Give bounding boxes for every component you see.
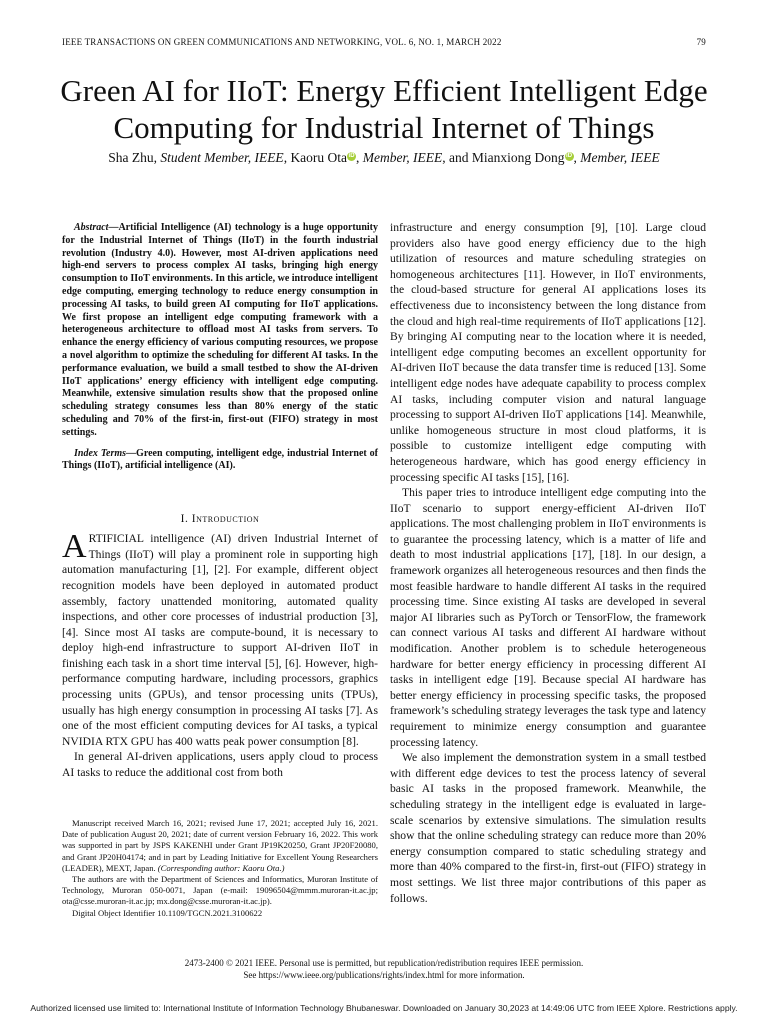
- footnotes: [62, 818, 378, 919]
- abstract-text: —Artificial Intelligence (AI) technology is a huge opportunity for the Industrial Internet of Things (IIoT) in the fourth industrial revolution (Industry 4.0). However, most AI-driven applications need high-end servers to process complex AI tasks, bringing high energy consumption to IIoT environments. In this article, we introduce intelligent edge computing, emerging technology to reduce energy consumption in processing AI tasks, to build green AI computing for IIoT applications. We first propose an intelligent edge computing framework with a heterogeneous architecture to offload most AI tasks from servers. To enhance the energy efficiency of various computing resources, we propose a novel algorithm to optimize the scheduling for different AI tasks. In the performance evaluation, we build a small testbed to show the AI-driven IIoT applications’ energy efficiency with intelligent edge computing. Meanwhile, extensive simulation results show that the proposed online scheduling strategy consumes less than 80% energy of the static scheduling and 70% of the first-in, first-out (FIFO) strategy in most settings.: [62, 222, 378, 438]
- journal-name: IEEE TRANSACTIONS ON GREEN COMMUNICATIONS AND NETWORKING, VOL. 6, NO. 1, MARCH 2022: [62, 37, 502, 47]
- manuscript-text: Manuscript received March 16, 2021; revised June 17, 2021; accepted July 16, 2021. Date of publication August 20, 2021; date of current version February 16, 2022. This work was supported in part by JSPS KAKENHI under Grant JP19K20250, Grant JP20F20080, and Grant JP20H04174; and in part by Leading Initiative for Excellent Young Researchers (LEADER), MEXT, Japan.: [62, 818, 378, 873]
- copyright-line-1: 2473-2400 © 2021 IEEE. Personal use is permitted, but republication/redistribution requires IEEE permission.: [184, 958, 584, 968]
- copyright-notice: [62, 957, 706, 981]
- author-separator: ,: [356, 150, 363, 165]
- right-paragraph-2: This paper tries to introduce intelligent edge computing into the IIoT scenario to support energy-efficient AI-driven IIoT applications. The most challenging problem in IIoT environments is to guarantee the processing latency, which is a matter of life and death to most industrial applications [17], [18]. In our design, a framework organizes all heterogeneous resources and then finds the most feasible hardware to handle different AI tasks in the required processing time. Since existing AI tasks are developed in several major AI libraries such as PyTorch or TensorFlow, the framework can connect various AI tasks and different AI hardware without modification. Another problem is to schedule heterogeneous hardware for better energy efficiency in processing different AI tasks in intelligent edge [19]. Because special AI hardware has better energy efficiency in processing specific tasks, the proposed framework’s scheduling strategy leverages the task type and latency requirement to minimize energy consumption and guarantee processing latency.: [390, 486, 706, 749]
- running-header: [62, 37, 706, 47]
- abstract: [62, 222, 378, 440]
- title-line-2: Computing for Industrial Internet of Things: [113, 110, 655, 145]
- author-1-role: Student Member, IEEE: [160, 150, 284, 165]
- right-column: [390, 220, 706, 906]
- section-name: Introduction: [191, 513, 260, 526]
- section-number: I.: [180, 513, 192, 526]
- corresponding-author: (Corresponding author: Kaoru Ota.): [157, 862, 285, 873]
- paper-title: [30, 72, 738, 146]
- drop-cap: A: [62, 528, 87, 566]
- author-2-name: , Kaoru Ota: [283, 150, 348, 165]
- intro-paragraph-1: [62, 528, 378, 749]
- section-heading-introduction: [62, 513, 378, 525]
- intro-first-word: RTIFICIAL: [88, 532, 144, 546]
- orcid-icon[interactable]: iD: [566, 152, 573, 159]
- author-1-name: Sha Zhu,: [108, 150, 157, 165]
- right-paragraph-3: We also implement the demonstration system in a small testbed with different edge devices to test the process latency of several basic AI tasks in the proposed framework. Meanwhile, the scheduling strategy in the intelligent edge is evaluated in large-scale scenarios by extensive simulations. The simulation results show that the online scheduling strategy can reduce more than 20% energy consumption compared to static scheduling strategy and more than 40% compared to the first-in, first-out (FIFO) strategy in most settings. We list three major contributions of this paper as follows.: [390, 751, 706, 905]
- doi: Digital Object Identifier 10.1109/TGCN.2021.3100622: [72, 907, 263, 918]
- page-number: 79: [696, 37, 706, 47]
- author-separator: ,: [573, 150, 581, 165]
- index-terms: [62, 448, 378, 474]
- copyright-line-2: See https://www.ieee.org/publications/rights/index.html for more information.: [243, 970, 525, 980]
- license-notice: Authorized licensed use limited to: International Institute of Information Technology Bhubaneswar. Downloaded on January 30,2023 at 14:49:06 UTC from IEEE Xplore. Restrictions apply.: [30, 1003, 738, 1013]
- intro-paragraph-2: In general AI-driven applications, users apply cloud to process AI tasks to reduce the additional cost from both: [62, 750, 378, 780]
- author-3-role: Member, IEEE: [580, 150, 660, 165]
- title-line-1: Green AI for IIoT: Energy Efficient Intelligent Edge: [60, 73, 708, 108]
- author-2-role: Member, IEEE: [362, 150, 443, 165]
- intro-p1-text: intelligence (AI) driven Industrial Internet of Things (IIoT) will play a prominent role in supporting high automation manufacturing [1], [2]. For example, different object recognition models have been deployed in automated product assembly, factory unattended monitoring, automated quality inspections, and other core processes of industrial production [3], [4]. Since most AI tasks are compute-bound, it is necessary to deploy high-end infrastructure to support AI-driven IIoT in finishing each task in a short time interval [5], [6]. However, high-performance computing hardware, including processors, graphics processing units (GPUs), and tensor processing units (TPUs), usually has high energy consumption in processing AI tasks [7]. As one of the most efficient computing devices for AI tasks, a typical NVIDIA RTX GPU has 400 watts peak power consumption [8].: [62, 532, 378, 748]
- abstract-label: Abstract: [74, 222, 109, 233]
- manuscript-footnote: [62, 818, 378, 874]
- index-terms-label: Index Terms: [74, 447, 127, 459]
- left-column: [62, 222, 378, 781]
- affiliation-footnote: The authors are with the Department of Sciences and Informatics, Muroran Institute of Technology, Muroran 050-0071, Japan (e-mail: 19096504@mmm.muroran-it.ac.jp; ota@csse.muroran-it.ac.jp; mx.dong@csse.muroran-it.ac.jp).: [62, 874, 378, 907]
- author-3-name: , and Mianxiong Dong: [442, 150, 565, 165]
- author-list: [30, 150, 738, 166]
- index-terms-text: —Green computing, intelligent edge, industrial Internet of Things (IIoT), artificial intelligence (AI).: [62, 447, 379, 472]
- orcid-icon[interactable]: iD: [348, 152, 355, 159]
- right-paragraph-1: infrastructure and energy consumption [9], [10]. Large cloud providers also have good energy efficiency due to the high utilization of resources and mature scheduling strategies on homogeneous architectures [11]. However, in IIoT environments, the cloud-based structure for general AI applications loses its effectiveness due to inconsistency between the long distance from the cloud and high real-time requirements of IIoT applications [12]. By bringing AI computing near to the location where it is needed, intelligent edge computing becomes an excellent opportunity for AI-driven IIoT because the data transfer time is reduced [13]. Some intelligent edge nodes have adequate capability to process complex AI tasks, including computer vision and natural language processing to support AI-driven IIoT applications [14]. Meanwhile, unlike homogeneous structure in most cloud platforms, it is possible to customize intelligent edge computing with heterogeneous hardware, which has good energy efficiency in processing specific AI tasks [15], [16].: [390, 221, 706, 484]
